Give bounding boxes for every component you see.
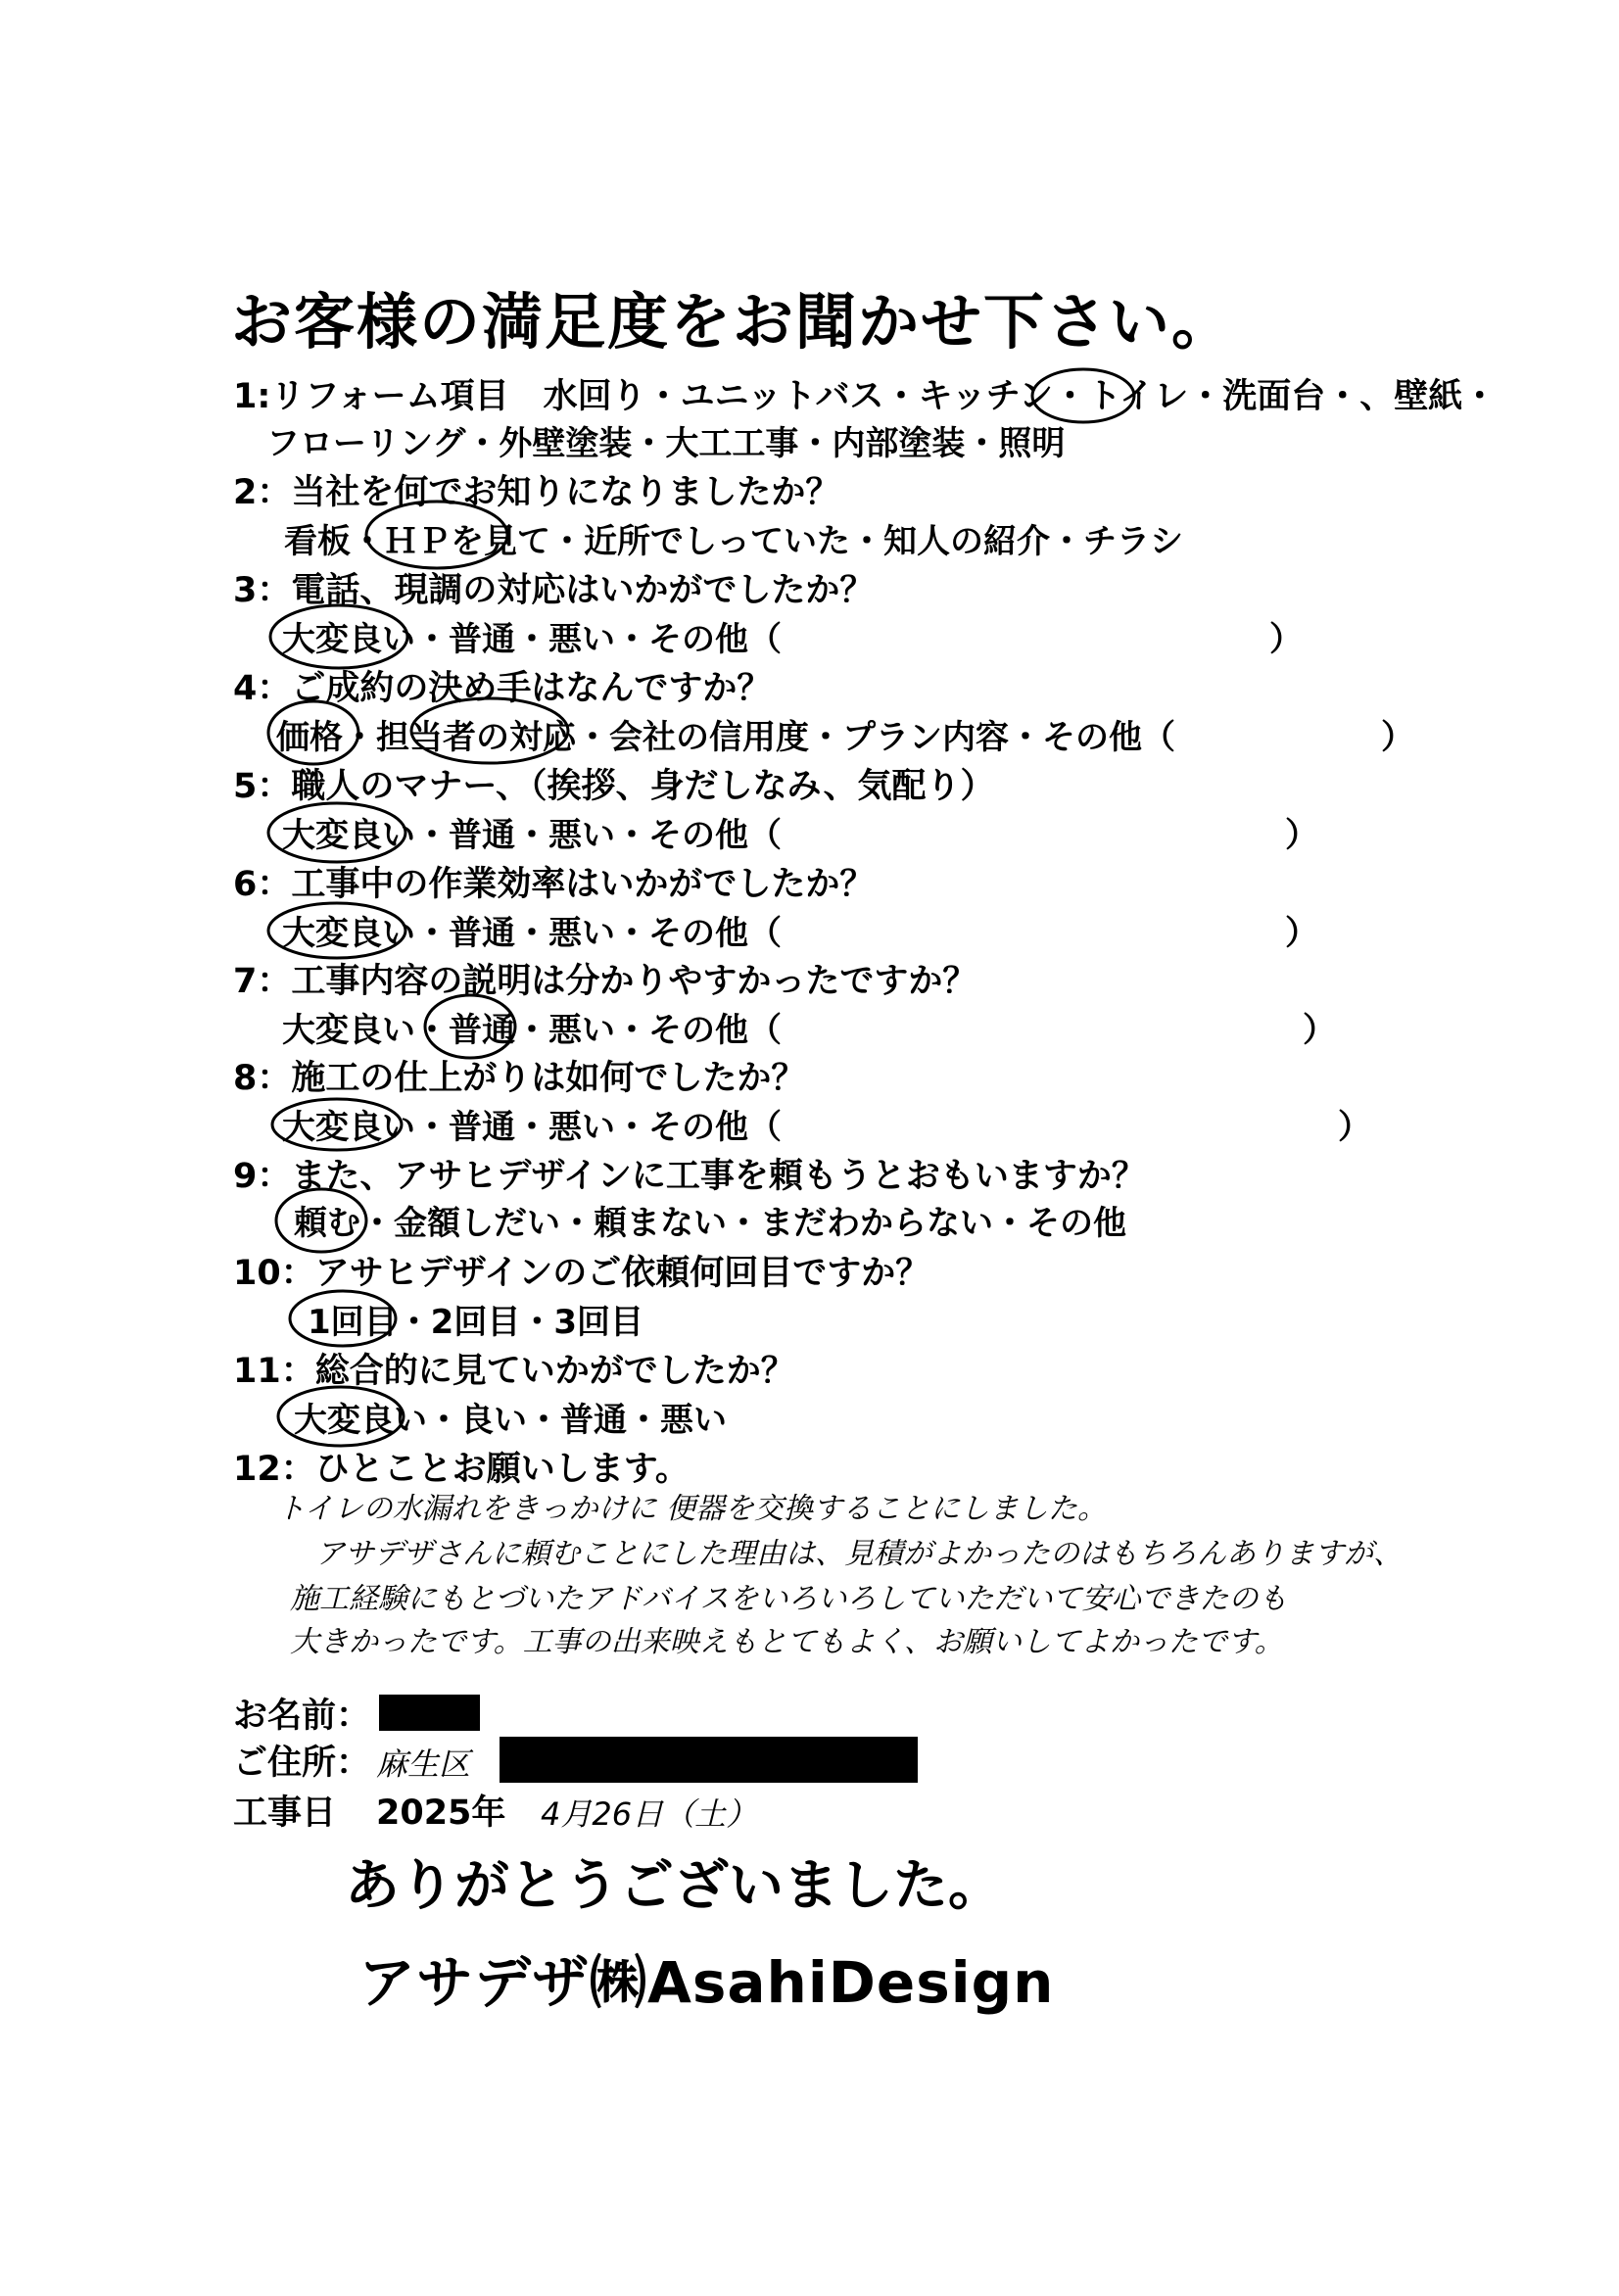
question-11: 11：総合的に見ていかがでしたか？ — [233, 1352, 795, 1391]
question-12: 12：ひとことお願いします。 — [233, 1450, 690, 1489]
date-label: 工事日 — [233, 1794, 337, 1833]
question-1: 1:リフォーム項目 水回り・ユニットバス・キッチン・トイレ・洗面台・、壁紙・ — [233, 377, 1498, 416]
question-7: 7：工事内容の説明は分かりやすかったですか？ — [233, 962, 977, 1001]
answer-3: 大変良い・普通・悪い・その他（ — [282, 620, 782, 659]
comment-line-4: 大きかったです。工事の出来映えもとてもよく、お願いしてよかったです。 — [290, 1625, 1284, 1659]
redacted-address — [500, 1737, 918, 1783]
answer-4-close: ） — [1381, 718, 1414, 757]
address-handwritten: 麻生区 — [376, 1746, 471, 1783]
question-4: 4：ご成約の決め手はなんですか？ — [233, 669, 772, 708]
date-year: 2025年 — [376, 1794, 506, 1833]
comment-line-1: トイレの水漏れをきっかけに 便器を交換することにしました。 — [276, 1492, 1108, 1526]
answer-7-close: ） — [1303, 1011, 1336, 1050]
page-title: お客様の満足度をお聞かせ下さい。 — [231, 286, 1235, 358]
question-3: 3：電話、現調の対応はいかがでしたか？ — [233, 571, 875, 610]
answer-5: 大変良い・普通・悪い・その他（ — [282, 816, 782, 855]
name-label: お名前： — [233, 1697, 371, 1736]
answer-7: 大変良い・普通・悪い・その他（ — [282, 1011, 782, 1050]
answer-1: フローリング・外壁塗装・大工工事・内部塗装・照明 — [266, 424, 1066, 463]
answer-3-close: ） — [1269, 620, 1303, 659]
answer-11: 大変良い・良い・普通・悪い — [294, 1401, 727, 1440]
answer-5-close: ） — [1285, 816, 1318, 855]
address-label: ご住所： — [233, 1744, 371, 1783]
answer-2: 看板・ＨＰを見て・近所でしっていた・知人の紹介・チラシ — [284, 522, 1183, 561]
answer-8-close: ） — [1338, 1108, 1371, 1147]
question-10: 10：アサヒデザインのご依頼何回目ですか？ — [233, 1254, 930, 1293]
redacted-name — [379, 1695, 480, 1731]
answer-9: 頼む・金額しだい・頼まない・まだわからない・その他 — [294, 1204, 1126, 1243]
comment-line-3: 施工経験にもとづいたアドバイスをいろいろしていただいて安心できたのも — [290, 1582, 1288, 1616]
date-handwritten: 4月26日（土） — [541, 1795, 758, 1833]
question-8: 8：施工の仕上がりは如何でしたか？ — [233, 1059, 806, 1098]
answer-4: 価格・担当者の対応・会社の信用度・プラン内容・その他（ — [276, 718, 1175, 757]
question-9: 9：また、アサヒデザインに工事を頼もうとおもいますか？ — [233, 1157, 1146, 1196]
comment-line-2: アサデザさんに頼むことにした理由は、見積がよかったのはもちろんありますが、 — [315, 1537, 1403, 1571]
company-logo: アサデザ㈱AsahiDesign — [358, 1949, 1055, 2016]
answer-10: 1回目・2回目・3回目 — [308, 1303, 643, 1342]
answer-6-close: ） — [1285, 914, 1318, 953]
question-2: 2：当社を何でお知りになりましたか？ — [233, 473, 840, 512]
answer-6: 大変良い・普通・悪い・その他（ — [282, 914, 782, 953]
question-5: 5：職人のマナー、（挨拶、身だしなみ、気配り） — [233, 767, 995, 806]
question-6: 6：工事中の作業効率はいかがでしたか？ — [233, 865, 875, 904]
thanks-message: ありがとうございました。 — [345, 1854, 1003, 1918]
answer-8: 大変良い・普通・悪い・その他（ — [282, 1108, 782, 1147]
